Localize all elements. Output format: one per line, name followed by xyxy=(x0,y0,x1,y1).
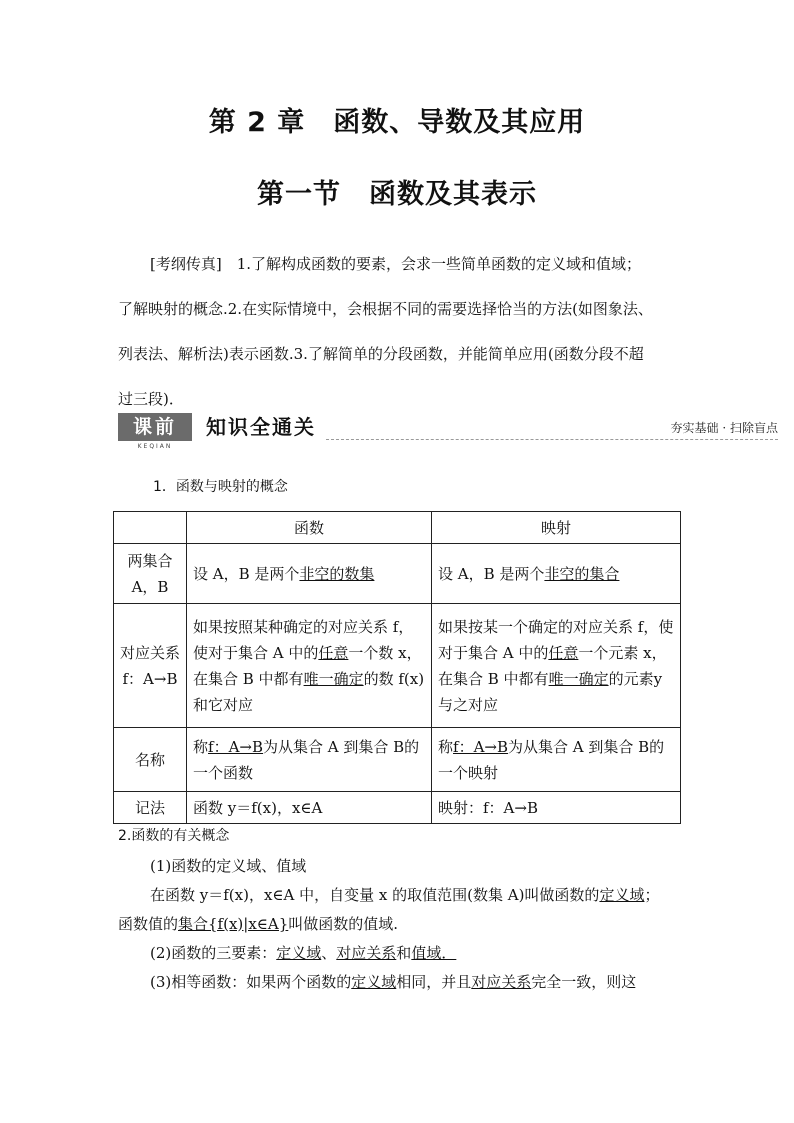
table-row xyxy=(114,544,681,604)
answer: 定义域 xyxy=(276,944,322,962)
row-head: 两集合 A，B xyxy=(114,544,187,604)
paragraph-line xyxy=(118,881,680,910)
answer: 值域． xyxy=(411,944,457,962)
cell-text: 一个元素 x， xyxy=(578,643,667,662)
text: 函数值的 xyxy=(118,915,179,933)
table-cell xyxy=(432,544,681,604)
cell-answer: 唯一确定 xyxy=(303,669,364,688)
syllabus-line: 列表法、解析法)表示函数.3.了解简单的分段函数，并能简单应用(函数分段不超 xyxy=(118,345,644,363)
answer: 定义域 xyxy=(351,973,397,991)
table-row xyxy=(114,728,681,792)
cell-text: 设 A，B 是两个 xyxy=(438,564,545,583)
cell-text: 在集合 B 中都有 xyxy=(438,669,549,688)
table-header-row xyxy=(114,512,681,544)
cell-text: 和它对应 xyxy=(193,695,254,714)
cell-text: y 与之对应 xyxy=(438,669,663,714)
table-header-cell xyxy=(114,512,187,544)
table-cell: 函数 y＝f(x)，x∈A xyxy=(187,792,432,824)
cell-answer: 唯一确定 xyxy=(548,669,609,688)
cell-text: 为从集合 A 到集合 B xyxy=(263,737,405,756)
text: 叫做函数的值域. xyxy=(288,915,399,933)
text: 完全一致，则这 xyxy=(531,973,637,991)
subheading-domain-range: (1)函数的定义域、值域 xyxy=(150,857,307,875)
cell-text: 设 A，B 是两个 xyxy=(193,564,300,583)
text: 在函数 y＝f(x)，x∈A 中，自变量 x 的取值范围(数集 A)叫做函数的 xyxy=(150,886,600,904)
text: (3)相等函数：如果两个函数的 xyxy=(150,973,352,991)
banner-tag: 课前 xyxy=(118,413,192,441)
paragraph-line xyxy=(118,910,680,939)
paragraph-line xyxy=(118,968,680,997)
syllabus-paragraph xyxy=(118,242,680,422)
concept-table xyxy=(113,511,681,824)
cell-text: 称 xyxy=(193,737,209,756)
table-cell xyxy=(432,604,681,728)
cell-answer: 非空的集合 xyxy=(544,564,620,583)
syllabus-line: [考纲传真] 1.了解构成函数的要素，会求一些简单函数的定义域和值域； xyxy=(150,255,642,273)
cell-text: 称 xyxy=(438,737,454,756)
table-cell xyxy=(187,544,432,604)
answer: 对应关系 xyxy=(471,973,532,991)
text: (2)函数的三要素： xyxy=(150,944,277,962)
section-banner xyxy=(118,411,778,453)
answer: 对应关系 xyxy=(336,944,397,962)
cell-text: 的一个映射 xyxy=(438,737,665,782)
text: ； xyxy=(644,886,660,904)
cell-text: 一个数 x， xyxy=(348,643,422,662)
answer: 定义域 xyxy=(599,886,645,904)
cell-answer: 非空的数集 xyxy=(299,564,375,583)
row-head: 记法 xyxy=(114,792,187,824)
cell-answer: 任意 xyxy=(548,643,579,662)
row-head: 对应关系 f：A→B xyxy=(114,604,187,728)
banner-subtitle: 夯实基础 · 扫除盲点 xyxy=(670,421,778,435)
answer: 集合{f(x)|x∈A} xyxy=(178,915,289,933)
cell-answer: f：A→B xyxy=(453,737,508,756)
syllabus-line: 过三段)． xyxy=(118,390,184,408)
banner-divider xyxy=(326,439,778,440)
paragraph-line xyxy=(118,939,680,968)
cell-answer: 任意 xyxy=(318,643,349,662)
text: 和 xyxy=(396,944,412,962)
table-row xyxy=(114,604,681,728)
cell-text: 在集合 B 中都有 xyxy=(193,669,304,688)
table-header-cell: 映射 xyxy=(432,512,681,544)
cell-text: 的数 f(x) xyxy=(363,669,425,688)
table-cell xyxy=(432,728,681,792)
cell-text: 如果按照某种确定的对应关系 f， xyxy=(193,617,414,636)
table-cell xyxy=(187,728,432,792)
table-cell: 映射：f：A→B xyxy=(432,792,681,824)
heading-function-concepts: 2.函数的有关概念 xyxy=(118,828,230,844)
text: 、 xyxy=(321,944,337,962)
section-title: 第一节 函数及其表示 xyxy=(257,179,537,210)
cell-answer: f：A→B xyxy=(208,737,263,756)
cell-text: 的元素 xyxy=(608,669,654,688)
syllabus-line: 了解映射的概念.2.在实际情境中，会根据不同的需要选择恰当的方法(如图象法、 xyxy=(118,300,653,318)
heading-function-mapping: 1．函数与映射的概念 xyxy=(153,479,288,495)
cell-text: 如果按某一个确定的对应关系 f， xyxy=(438,617,659,636)
table-row xyxy=(114,792,681,824)
text: 相同，并且 xyxy=(396,973,472,991)
banner-tag-pinyin: KEQIAN xyxy=(137,443,173,450)
table-header-cell: 函数 xyxy=(187,512,432,544)
cell-text: 使对于集合 A 中的 xyxy=(193,643,319,662)
cell-text: 为从集合 A 到集合 B xyxy=(508,737,650,756)
cell-text: 使对于集合 A 中的 xyxy=(438,617,674,662)
body-paragraph xyxy=(118,852,680,997)
cell-text: 的一个函数 xyxy=(193,737,420,782)
chapter-title: 第 2 章 函数、导数及其应用 xyxy=(208,107,586,138)
banner-title: 知识全通关 xyxy=(206,415,316,439)
table-cell xyxy=(187,604,432,728)
row-head: 名称 xyxy=(114,728,187,792)
